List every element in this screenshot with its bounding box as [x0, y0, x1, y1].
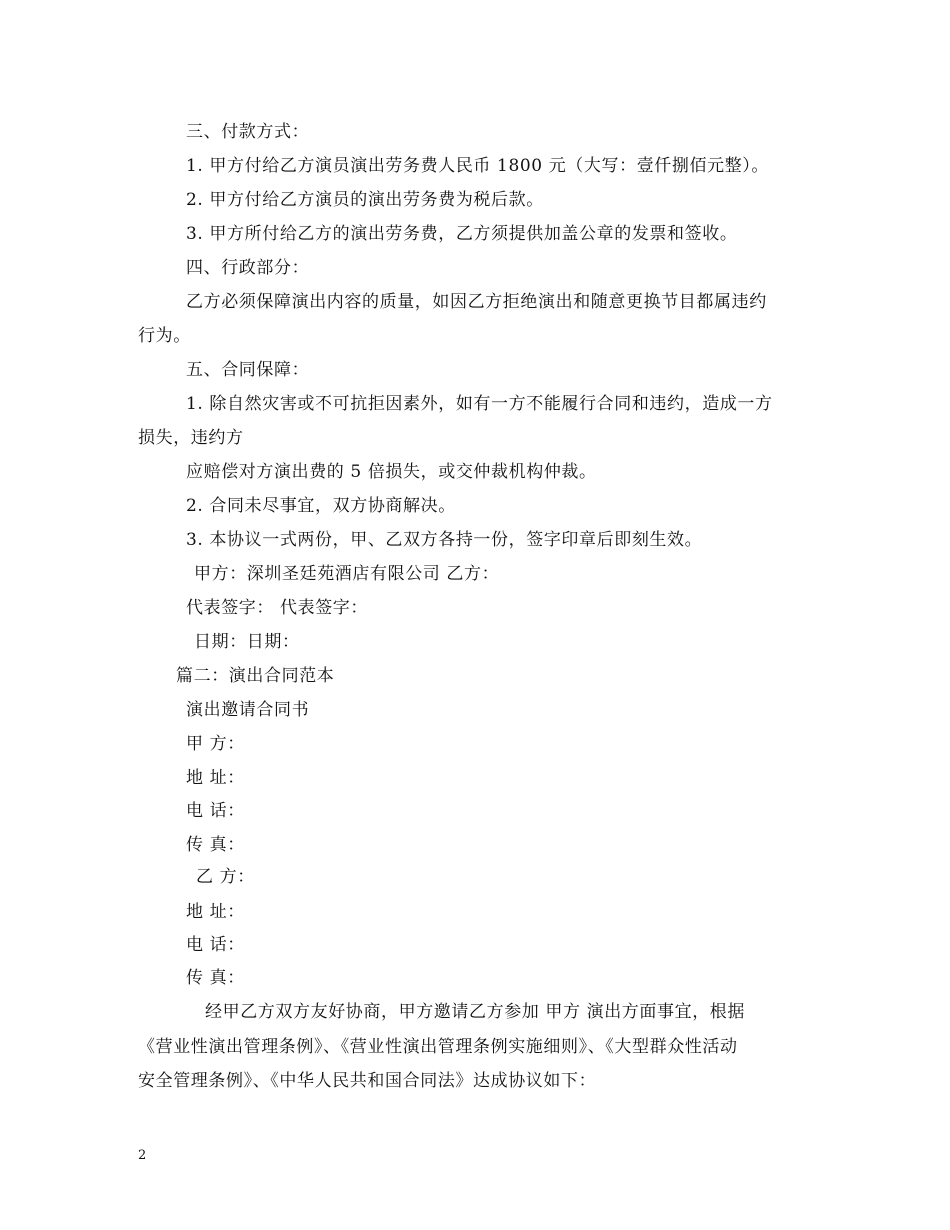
signature-dates: 日期：日期：	[194, 632, 300, 652]
contract-title: 演出邀请合同书	[186, 700, 310, 720]
article-two-heading: 篇二：演出合同范本	[176, 666, 335, 686]
payment-item-1: 1. 甲方付给乙方演员演出劳务费人民币 1800 元（大写：壹仟捌佰元整）。	[186, 156, 769, 176]
signature-representatives: 代表签字： 代表签字：	[186, 598, 369, 618]
party-a-fax-field: 传 真：	[186, 835, 245, 855]
guarantee-item-1-line-2: 损失，违约方	[138, 428, 244, 448]
section-heading-guarantee: 五、合同保障：	[186, 360, 310, 380]
agreement-paragraph-line-3: 安全管理条例》、《中华人民共和国合同法》达成协议如下：	[138, 1071, 597, 1091]
section-heading-payment: 三、付款方式：	[186, 122, 310, 142]
party-a-phone-field: 电 话：	[186, 801, 245, 821]
administration-paragraph-line-1: 乙方必须保障演出内容的质量，如因乙方拒绝演出和随意更换节目都属违约	[186, 292, 767, 312]
administration-paragraph-line-2: 行为。	[138, 326, 191, 346]
page-number: 2	[138, 1148, 147, 1163]
party-b-field: 乙 方：	[196, 867, 255, 887]
signature-parties: 甲方：深圳圣廷苑酒店有限公司 乙方：	[194, 564, 500, 584]
party-a-field: 甲 方：	[186, 734, 245, 754]
guarantee-item-1-line-3: 应赔偿对方演出费的 5 倍损失，或交仲裁机构仲裁。	[186, 462, 597, 482]
guarantee-item-2: 2. 合同未尽事宜，双方协商解决。	[186, 496, 456, 516]
party-b-fax-field: 传 真：	[186, 968, 245, 988]
agreement-paragraph-line-1: 经甲乙方双方友好协商，甲方邀请乙方参加 甲方 演出方面事宜，根据	[205, 1002, 746, 1022]
payment-item-2: 2. 甲方付给乙方演员的演出劳务费为税后款。	[186, 190, 544, 210]
payment-item-3: 3. 甲方所付给乙方的演出劳务费，乙方须提供加盖公章的发票和签收。	[186, 224, 738, 244]
section-heading-administration: 四、行政部分：	[186, 258, 310, 278]
guarantee-item-3: 3. 本协议一式两份，甲、乙双方各持一份，签字印章后即刻生效。	[186, 530, 703, 550]
party-a-address-field: 地 址：	[186, 768, 245, 788]
guarantee-item-1-line-1: 1. 除自然灾害或不可抗拒因素外，如有一方不能履行合同和违约，造成一方	[186, 394, 773, 414]
agreement-paragraph-line-2: 《营业性演出管理条例》、《营业性演出管理条例实施细则》、《大型群众性活动	[138, 1037, 738, 1057]
party-b-address-field: 地 址：	[186, 902, 245, 922]
party-b-phone-field: 电 话：	[186, 935, 245, 955]
